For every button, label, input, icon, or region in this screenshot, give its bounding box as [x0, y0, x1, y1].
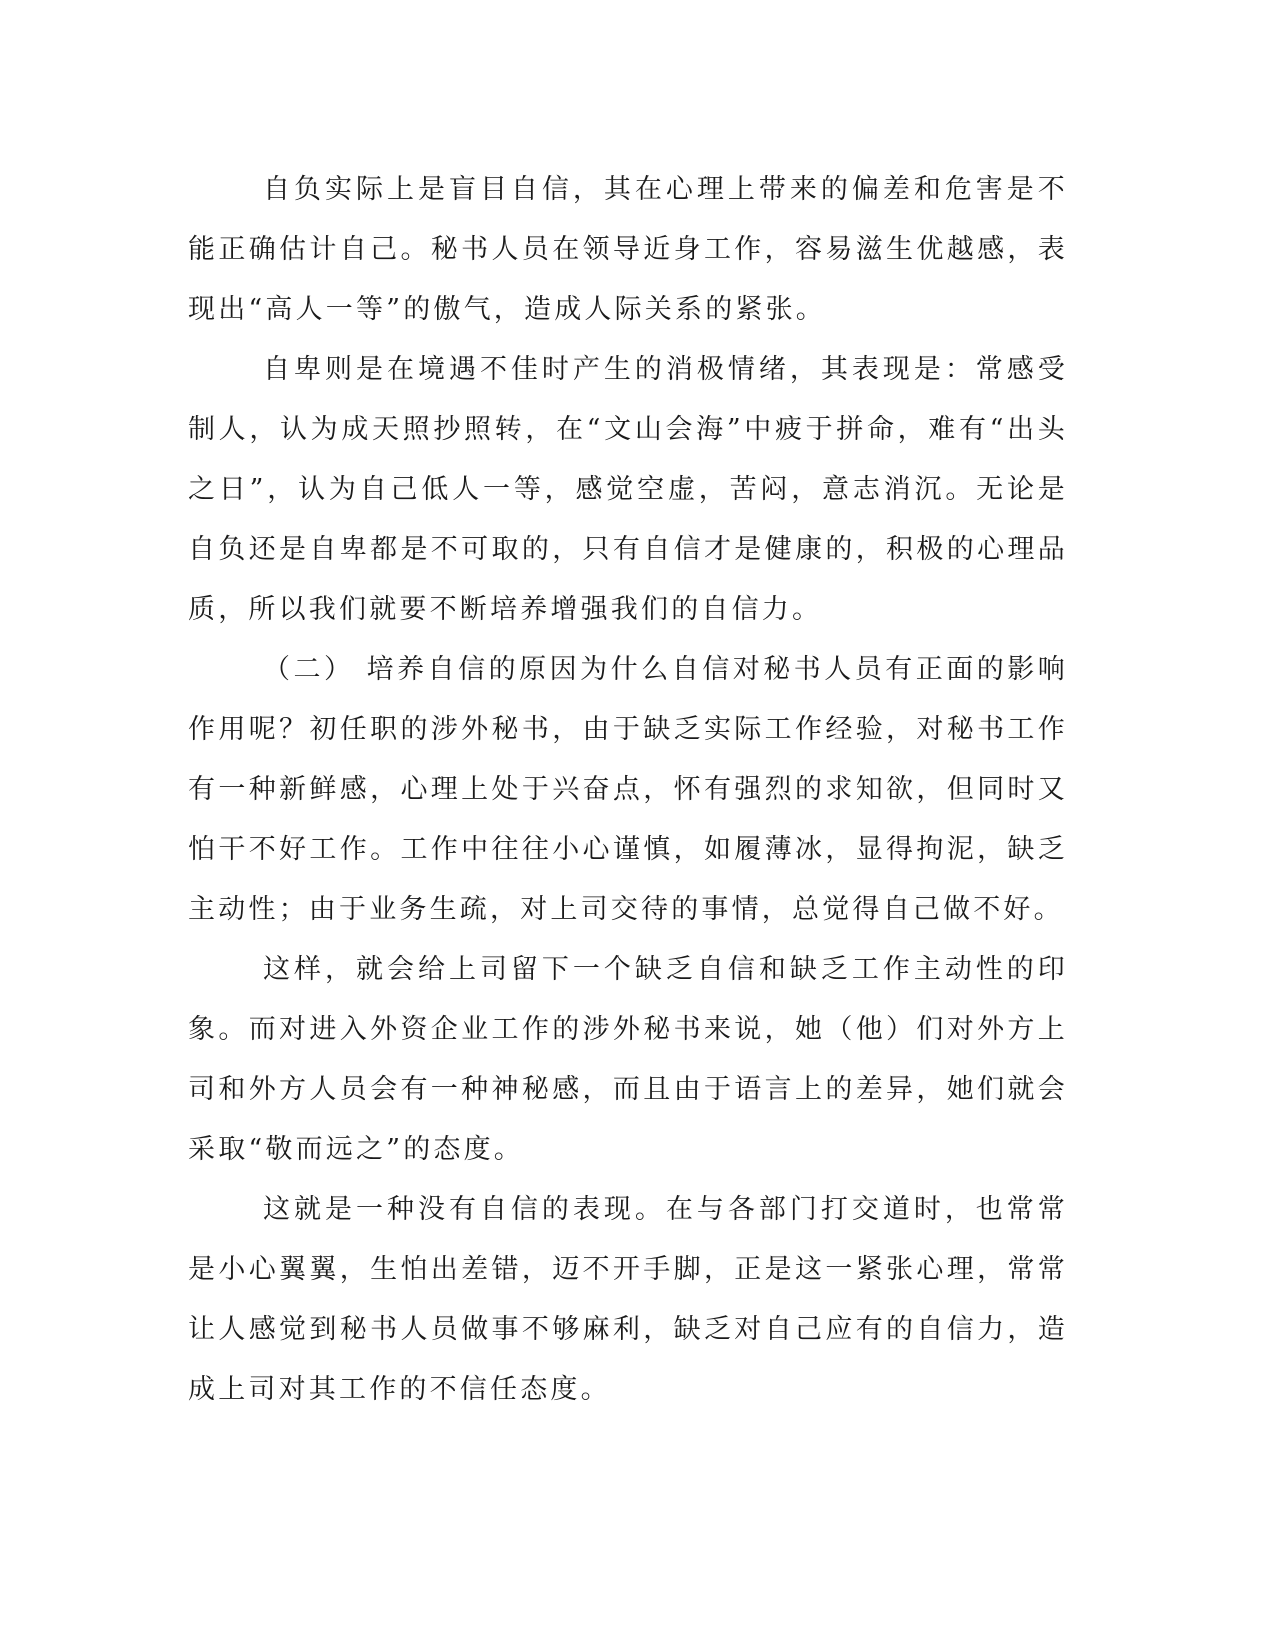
paragraph-4: 这样，就会给上司留下一个缺乏自信和缺乏工作主动性的印象。而对进入外资企业工作的涉外秘书来说，她（他）们对外方上司和外方人员会有一种神秘感，而且由于语言上的差异，她们就会采取“敬而远之”的态度。 [188, 954, 1068, 1165]
document-body [188, 160, 1068, 1420]
paragraph-1: 自负实际上是盲目自信，其在心理上带来的偏差和危害是不能正确估计自己。秘书人员在领导近身工作，容易滋生优越感，表现出“高人一等”的傲气，造成人际关系的紧张。 [188, 174, 1068, 325]
paragraph-5: 这就是一种没有自信的表现。在与各部门打交道时，也常常是小心翼翼，生怕出差错，迈不开手脚，正是这一紧张心理，常常让人感觉到秘书人员做事不够麻利，缺乏对自己应有的自信力，造成上司对其工作的不信任态度。 [188, 1194, 1068, 1405]
paragraph-2: 自卑则是在境遇不佳时产生的消极情绪，其表现是：常感受制人，认为成天照抄照转，在“文山会海”中疲于拼命，难有“出头之日”，认为自己低人一等，感觉空虚，苦闷，意志消沉。无论是自负还是自卑都是不可取的，只有自信才是健康的，积极的心理品质，所以我们就要不断培养增强我们的自信力。 [188, 354, 1068, 625]
paragraph-3: （二） 培养自信的原因为什么自信对秘书人员有正面的影响作用呢？初任职的涉外秘书，由于缺乏实际工作经验，对秘书工作有一种新鲜感，心理上处于兴奋点，怀有强烈的求知欲，但同时又怕干不好工作。工作中往往小心谨慎，如履薄冰，显得拘泥，缺乏主动性；由于业务生疏，对上司交待的事情，总觉得自己做不好。 [188, 654, 1068, 925]
